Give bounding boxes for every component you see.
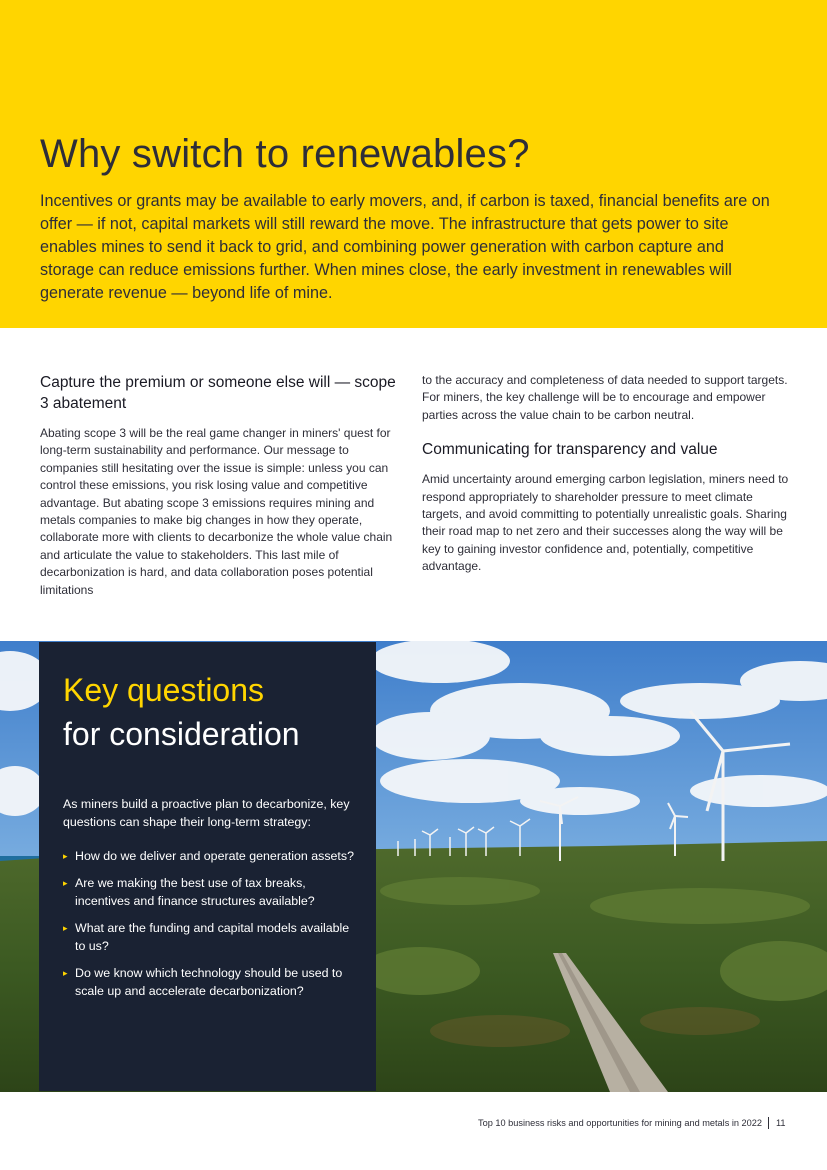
footer-report-title: Top 10 business risks and opportunities for mining and metals in 2022 [478, 1118, 762, 1128]
transparency-heading: Communicating for transparency and value [422, 441, 718, 459]
scope3-heading: Capture the premium or someone else will — scope 3 abatement [40, 374, 396, 412]
scope3-body: Abating scope 3 will be the real game changer in miners' quest for long-term sustainability and performance. Our message to companies still hesitating over the issue is simple: unless you can control these emissions, you risk losing value and competitive advantage. But abating scope 3 emissions requires mining and metals companies to make big changes in how they operate, collaborate more with clients to decarbonize the whole value chain and articulate the value to stakeholders. This last mile of decarbonization is hard, and data collaboration poses potential limitations [40, 426, 393, 597]
panel-title-highlight: Key questions [63, 672, 265, 708]
scope3-continued: to the accuracy and completeness of data needed to support targets. For miners, the key challenge will be to encourage and empower parties across the value chain to be carbon neutral. [422, 373, 788, 422]
right-column [422, 372, 790, 576]
triangle-bullet-icon: ▸ [63, 923, 68, 934]
list-item [63, 875, 358, 911]
question-text: Do we know which technology should be used to scale up and accelerate decarbonization? [75, 966, 343, 999]
triangle-bullet-icon: ▸ [63, 851, 68, 861]
question-text: Are we making the best use of tax breaks, incentives and finance structures available? [75, 876, 315, 909]
triangle-bullet-icon: ▸ [63, 878, 68, 889]
questions-list [63, 848, 358, 1011]
list-item [63, 920, 358, 956]
hero-intro-text: Incentives or grants may be available to early movers, and, if carbon is taxed, financial benefits are on offer — if not, capital markets will still reward the move. The infrastructure that gets power to site enables mines to send it back to grid, and combining power generation with carbon capture and storage can reduce emissions further. When mines close, the early investment in renewables will generate revenue — beyond life of mine. [40, 192, 770, 302]
page-title: Why switch to renewables? [40, 132, 530, 176]
list-item [63, 848, 358, 866]
left-column [40, 372, 406, 599]
panel-intro: As miners build a proactive plan to decarbonize, key questions can shape their long-term strategy: [63, 797, 350, 829]
page-number: 11 [776, 1118, 786, 1128]
hero-banner [0, 0, 827, 328]
transparency-body: Amid uncertainty around emerging carbon legislation, miners need to respond appropriately to shareholder pressure to meet climate targets, and avoid committing to potentially unrealistic goals. Sharing their road map to net zero and their successes along the way will be key to gaining investor confidence and, potentially, competitive advantage. [422, 472, 789, 574]
question-text: What are the funding and capital models available to us? [75, 921, 350, 954]
footer-divider [768, 1117, 769, 1129]
triangle-bullet-icon: ▸ [63, 968, 68, 979]
list-item [63, 965, 358, 1001]
panel-title: for consideration [63, 716, 300, 752]
key-questions-panel [39, 642, 376, 1091]
page-footer [0, 1118, 827, 1132]
question-text: How do we deliver and operate generation assets? [75, 849, 354, 863]
